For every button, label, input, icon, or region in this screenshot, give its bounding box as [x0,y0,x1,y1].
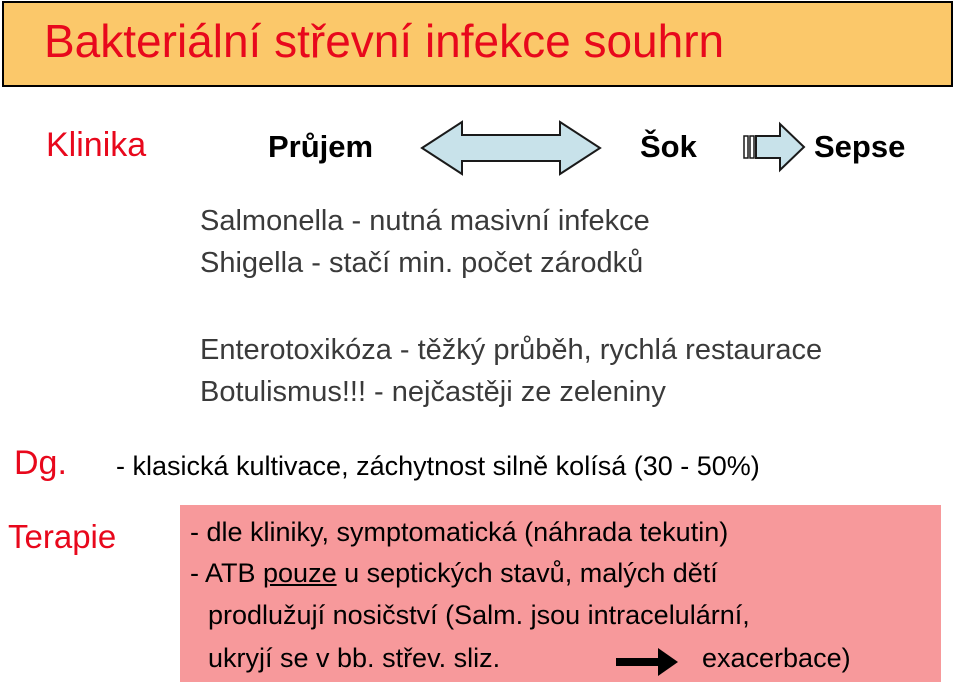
stage-sepsis: Sepse [814,129,906,164]
diagnosis-text: - klasická kultivace, záchytnost silně kolísá (30 - 50%) [116,451,760,481]
therapy-line-3: prodlužují nosičství (Salm. jsou intracelulární, [208,600,750,630]
stage-diarrhea: Průjem [268,129,374,164]
therapy-line-2-pre: - ATB [190,558,264,588]
therapy-line-4-pre: ukryjí se v bb. střev. sliz. [208,643,501,673]
arrow-right-icon [614,644,680,680]
line-shigella: Shigella - stačí min. počet zárodků [200,247,644,279]
double-arrow-icon [420,118,602,178]
therapy-label: Terapie [8,518,117,555]
line-salmonella: Salmonella - nutná masivní infekce [200,205,650,237]
therapy-line-1: - dle kliniky, symptomatická (náhrada tekutin) [190,517,729,547]
clinic-label: Klinika [46,126,147,164]
therapy-line-2-post: u septických stavů, malých dětí [336,558,718,588]
right-arrow-icon [742,121,806,173]
page-title: Bakteriální střevní infekce souhrn [44,15,725,67]
line-enterotoxicosis: Enterotoxikóza - těžký průběh, rychlá restaurace [200,334,823,366]
diagnosis-label: Dg. [14,444,67,482]
therapy-line-2 [190,558,718,589]
therapy-line-4-post: exacerbace) [702,643,851,673]
stage-shock: Šok [640,129,697,164]
therapy-line-2-underline: pouze [263,558,337,588]
line-botulism: Botulismus!!! - nejčastěji ze zeleniny [200,376,666,408]
